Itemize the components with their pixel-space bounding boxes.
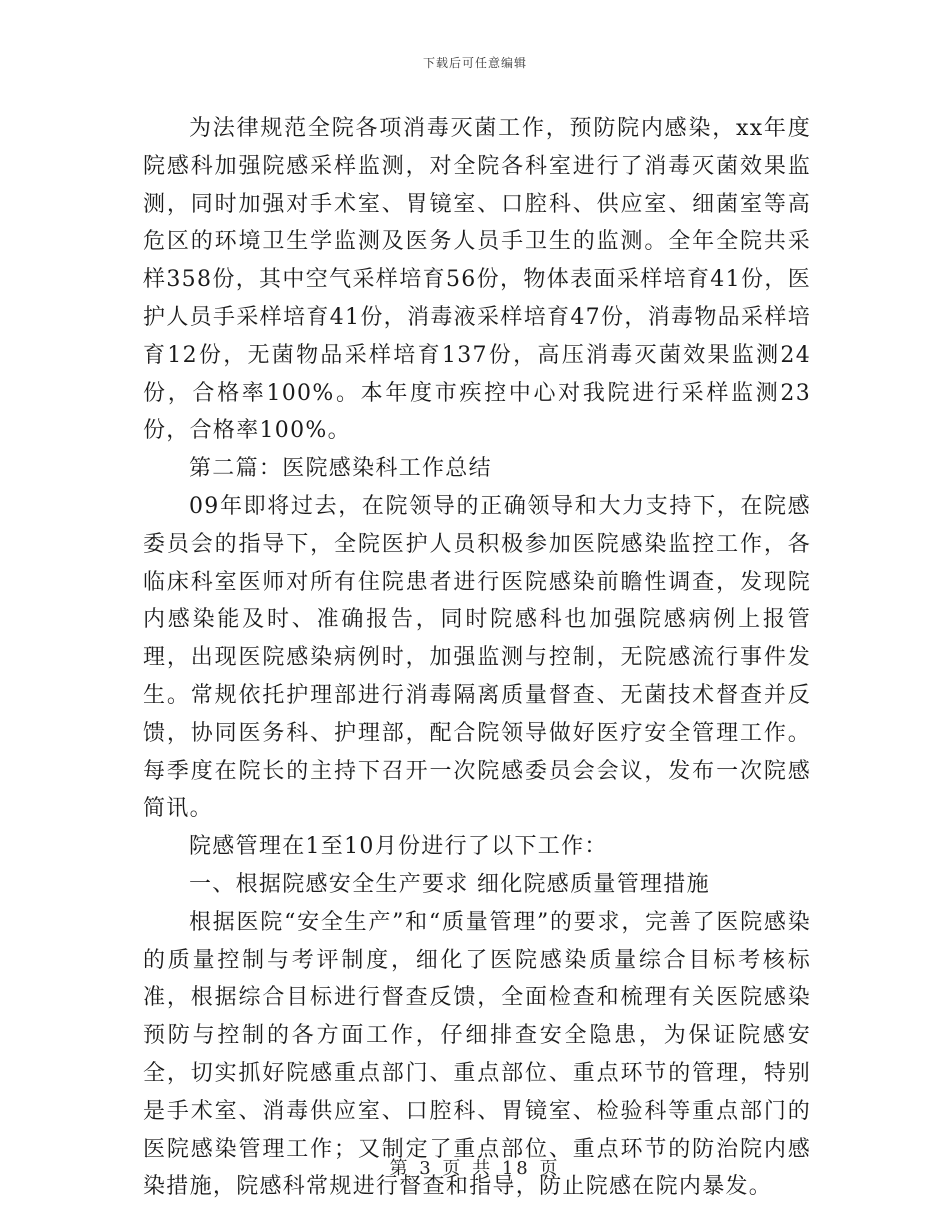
section-heading-one: 一、根据院感安全生产要求 细化院感质量管理措施 <box>189 871 710 897</box>
paragraph-disinfection-monitoring: 为法律规范全院各项消毒灭菌工作，预防院内感染，xx年度院感科加强院感采样监测，对全院各科室进行了消毒灭菌效果监测，同时加强对手术室、胃镜室、口腔科、供应室、细菌室等高危区的环境卫生学监测及医务人员手卫生的监测。全年全院共采样358份，其中空气采样培育56份，物体表面采样培育41份，医护人员手采样培育41份，消毒液采样培育47份，消毒物品采样培育12份，无菌物品采样培育137份，高压消毒灭菌效果监测24份，合格率100%。本年度市疾控中心对我院进行采样监测23份，合格率100%。 <box>143 116 811 444</box>
page-header: 下载后可任意编辑 <box>422 56 527 70</box>
page-footer: 第 3 页 共 18 页 <box>389 1158 561 1179</box>
section-title-part-two: 第二篇：医院感染科工作总结 <box>189 456 492 482</box>
paragraph-work-intro: 院感管理在1至10月份进行了以下工作： <box>189 834 608 860</box>
paragraph-annual-summary: 09年即将过去，在院领导的正确领导和大力支持下，在院感委员会的指导下，全院医护人员积极参加医院感染监控工作，各临床科室医师对所有住院患者进行医院感染前瞻性调查，发现院内感染能及时、准确报告，同时院感科也加强院感病例上报管理，出现医院感染病例时，加强监测与控制，无院感流行事件发生。常规依托护理部进行消毒隔离质量督查、无菌技术督查并反馈，协同医务科、护理部，配合院领导做好医疗安全管理工作。每季度在院长的主持下召开一次院感委员会会议，发布一次院感简讯。 <box>143 493 811 822</box>
paragraph-quality-management: 根据医院“安全生产”和“质量管理”的要求，完善了医院感染的质量控制与考评制度，细化了医院感染质量综合目标考核标准，根据综合目标进行督查反馈，全面检查和梳理有关医院感染预防与控制的各方面工作，仔细排查安全隐患，为保证院感安全，切实抓好院感重点部门、重点部位、重点环节的管理，特别是手术室、消毒供应室、口腔科、胃镜室、检验科等重点部门的医院感染管理工作；又制定了重点部位、重点环节的防治院内感染措施，院感科常规进行督查和指导，防止院感在院内暴发。 <box>143 909 811 1200</box>
document-body <box>143 110 811 1206</box>
